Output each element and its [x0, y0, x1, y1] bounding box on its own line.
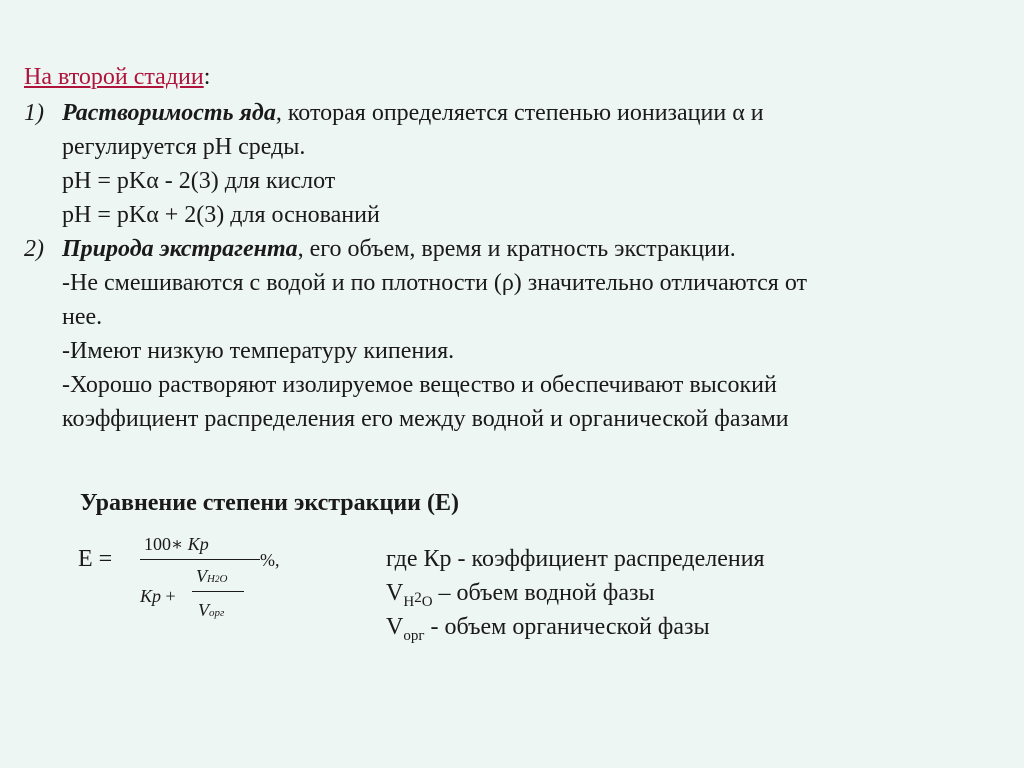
heading-text: На второй стадии: [24, 64, 204, 90]
extraction-formula: [78, 530, 378, 640]
inner-fraction-bar: [192, 591, 244, 592]
plus-sign: +: [165, 586, 176, 606]
sub-o: O: [219, 573, 228, 585]
item-1-line-2: регулируется pH среды.: [62, 134, 306, 160]
sub-2: 2: [214, 574, 220, 584]
numerator-100: 100: [144, 534, 171, 554]
legend-kp: где Кр - коэффициент распределения: [386, 546, 765, 572]
formula-percent: %,: [260, 550, 280, 570]
sub-h: H: [207, 573, 215, 585]
numerator-kp: Kp: [187, 534, 209, 554]
legend-v-org: [386, 610, 710, 644]
item-2-rest: , его объем, время и кратность экстракции.: [297, 236, 736, 262]
legend-water-text: – объем водной фазы: [432, 580, 655, 606]
legend-org-text: - объем органической фазы: [424, 614, 710, 640]
sub-org: орг: [209, 607, 225, 619]
legend-v-water: [386, 576, 655, 610]
formula-base: pH = pKα + 2(3) для оснований: [62, 202, 380, 228]
times-sign: ∗: [171, 534, 184, 554]
legend-sub-2: 2: [414, 590, 422, 606]
item-1-number: 1): [24, 100, 44, 126]
bullet-line-1: -Не смешиваются с водой и по плотности (ρ) значительно отличаются от: [62, 270, 808, 296]
formula-numerator: [144, 534, 209, 554]
inner-v-org: V: [198, 600, 209, 620]
item-2-term: Природа экстрагента: [62, 236, 298, 262]
item-1-line-1: [62, 96, 764, 130]
inner-denominator: [198, 600, 224, 623]
legend-sub-org: орг: [403, 628, 425, 644]
bullet-line-3: -Имеют низкую температуру кипения.: [62, 338, 455, 364]
equation-title: Уравнение степени экстракции (Е): [80, 490, 459, 516]
heading-colon: :: [203, 64, 211, 90]
legend-v2: V: [386, 614, 404, 640]
denominator-kp: Kp: [140, 586, 162, 606]
item-2-line-1: [62, 232, 736, 266]
formula-lhs: Е =: [78, 546, 113, 572]
denominator-kp-plus: [140, 586, 176, 606]
bullet-line-5: коэффициент распределения его между водной и органической фазами: [62, 406, 789, 432]
legend-sub-o: O: [421, 594, 433, 610]
bullet-line-2: нее.: [62, 304, 103, 330]
main-fraction-bar: [140, 559, 260, 560]
bullet-line-4: -Хорошо растворяют изолируемое вещество и обеспечивают высокий: [62, 372, 777, 398]
item-1-rest: , которая определяется степенью ионизации α и: [275, 100, 764, 126]
legend-sub-h: H: [403, 594, 415, 610]
inner-numerator: [196, 566, 227, 589]
inner-v-water: V: [196, 566, 207, 586]
legend-v1: V: [386, 580, 404, 606]
section-heading: [24, 60, 210, 94]
item-2-number: 2): [24, 236, 44, 262]
item-1-term: Растворимость яда: [62, 100, 276, 126]
formula-acid: pH = pKα - 2(3) для кислот: [62, 168, 336, 194]
